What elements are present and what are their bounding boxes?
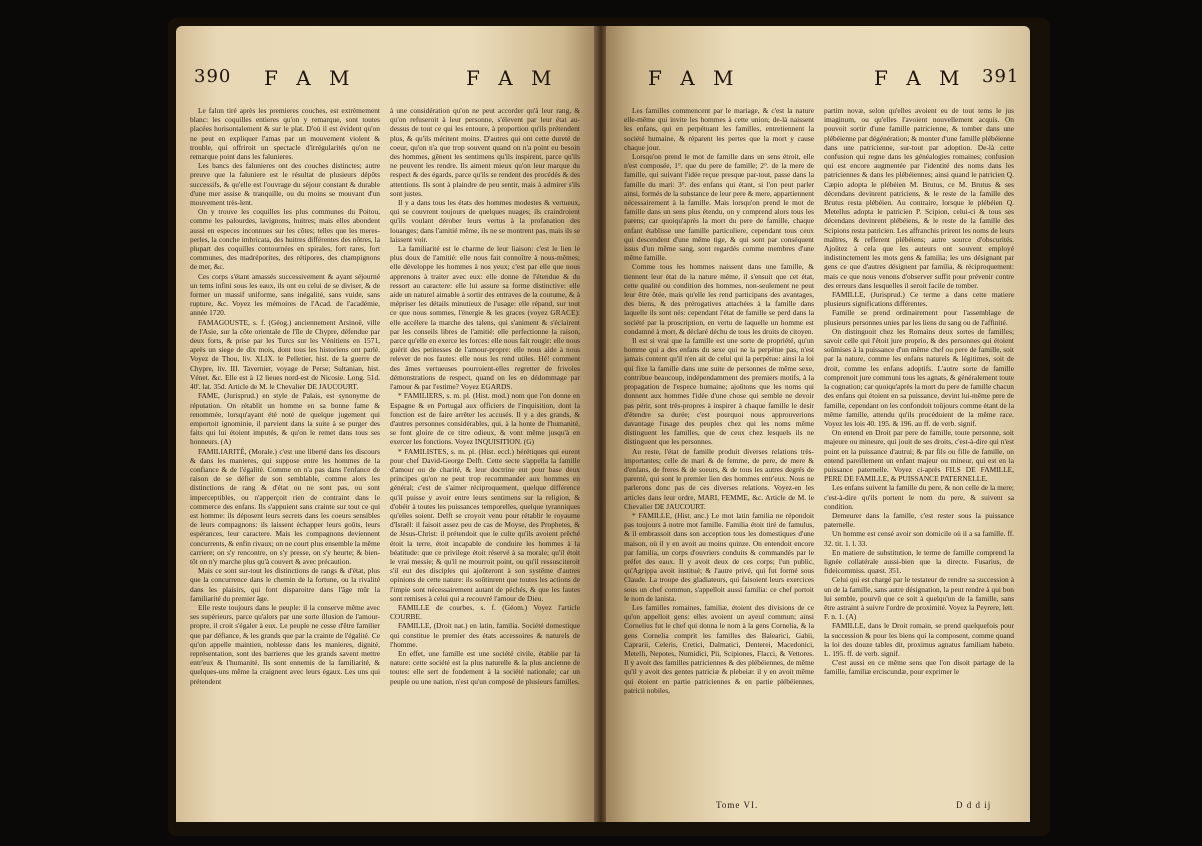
paragraph: FAME, (Jurisprud.) en style de Palais, est synonyme de réputation. On rétablit un homme en sa bonne fame & renommée, lorsqu'ayant été noté de quelque jugement qui emportoit ignominie, il parvient dans la suite à se purger des faits qui lui étoient imputés, & qu'on le remet dans tous ses honneurs. (A) [190, 391, 380, 447]
paragraph: On distinguoit chez les Romains deux sortes de familles; savoir celle qui l'étoit jure proprio, & des personnes qui étoient soûmises à la puissance d'un même chef ou pere de famille, soit par la nature, comme les enfans naturels & légitimes, soit de droit, comme les enfans adoptifs. L'autre sorte de famille comprenoit jure communi tous les agnats, & généralement toute la cognation; car quoiqu'après la mort du pere de famille chacun des enfans qui étoient en sa puissance, devint lui-même pere de famille, cependant on les confondoit toûjours comme étant de la même famille, attendu qu'ils procédoient de la même race. Voyez les lois 40. 195. & 196. au ff. de verb. signif. [824, 326, 1014, 428]
left-column-1 [190, 106, 380, 822]
right-page-number: 391 [982, 66, 1020, 87]
left-running-head [194, 66, 578, 96]
paragraph: FAMILLE, dans le Droit romain, se prend quelquefois pour la succession & pour les biens qui la composent, comme quand la loi des douze tables dit, proximus agnatus familiam habeto. L. 195. ff. de verb. signif. [824, 621, 1014, 658]
right-header-word-2: F A M [874, 66, 966, 90]
paragraph: On entend en Droit par pere de famille, toute personne, soit majeure ou mineure, qui jouit de ses droits, c'est-à-dire qui n'est point en la puissance d'autrui; & par fils ou fille de famille, on entend pareillement un enfant majeur ou mineur, qui est en la puissance paternelle. Voyez ci-après FILS DE FAMILLE, PERE DE FAMILLE, & PUISSANCE PATERNELLE. [824, 428, 1014, 484]
paragraph: La familiarité est le charme de leur liaison: c'est le lien le plus doux de l'amitié: elle nous fait connoître à nous-mêmes; elle développe les hommes à nos yeux; c'est par elle que nous apprenons à traiter avec eux: elle donne de l'étendue & du ressort au caractere: elle lui assure sa forme distinctive: elle aide un naturel aimable à sortir des entraves de la coutume, & à mépriser les détails minutieux de l'usage: elle répand, sur tout ce que nous sommes, l'énergie & les graces (voyez GRACE): elle accélere la marche des talens, qui s'animent & s'éclairent par les conseils libres de l'amitié: elle perfectionne la raison, parce qu'elle en exerce les forces: elle nous fait rougir: elle nous guérit des petitesses de l'amour-propre: elle nous aide à nous relever de nos fautes: elle nous les rend utiles. Hé! comment des âmes vertueuses pourroient-elles regretter de frivoles démonstrations de respect, quand on les en dédommage par l'amour & par l'estime? Voyez EGARDS. [390, 244, 580, 392]
paragraph: * FAMILLE, (Hist. anc.) Le mot latin familia ne répondoit pas toujours à notre mot famille. Familia étoit tiré de famulus, & il embrassoit dans son acception tous les domestiques d'une maison, où il y en avoit au moins quinze. On entendoit encore par familia, un corps d'ouvriers conduits & commandés par le préfet des eaux. Il y avoit deux de ces corps; l'un public, qu'Agrippa avoit institué; & l'autre privé, qui fut formé sous Claude. La troupe des gladiateurs, qui faisoient leurs exercices sous un chef commun, s'appelloit aussi familia: ce chef portoit le nom de lanista. [624, 510, 814, 603]
right-running-head [628, 66, 1020, 96]
paragraph: Lorsqu'on prend le mot de famille dans un sens étroit, elle n'est composée, 1°. que du pere de famille; 2°. de la mere de famille, qui suivant l'idée reçue presque par-tout, passe dans la famille du mari: 3°. des enfans qui étant, si l'on peut parler ainsi, formés de la substance de leur pere & mere, appartiennent nécessairement à la famille. Mais lorsqu'on prend le mot de famille dans un sens plus étendu, on y comprend alors tous les parens; car quoiqu'après la mort du pere de famille, chaque enfant établisse une famille particuliere, cependant tous ceux qui descendent d'une même tige, & qui sont par conséquent issus d'un même sang, sont regardés comme membres d'une même famille. [624, 152, 814, 263]
left-page [176, 26, 596, 822]
paragraph: FAMAGOUSTE, s. f. (Géog.) anciennement Arsinoë, ville de l'Asie, sur la côte orientale de l'île de Chypre, défendue par deux forts, & prise par les Turcs sur les Vénitiens en 1571, après un siege de dix mois, dont tous les historiens ont parlé. Voyez de Thou, liv. XLIX. le Pelletier, hist. de la guerre de Chypre, liv. III. Tavernier, voyage de Perse; Sultanian, hist. Vénet. &c. Elle est à 12 lieues nord-est de Nicosie. Long. 51d. 40'. lat. 35d. Article de M. le Chevalier DE JAUCOURT. [190, 317, 380, 392]
right-header-word-1: F A M [648, 66, 740, 90]
paragraph: à une considération qu'on ne peut accorder qu'à leur rang, & qu'on refuseroit à leur personne, s'élevent par leur état au-dessus de tout ce qui les entoure, à proportion qu'ils prétendent plus, & qu'ils méritent moins. D'autres qui ont cette dureté de coeur, qu'on n'a que trop souvent quand on n'a point eu besoin des hommes, gênent les sentimens qu'ils inspirent, parce qu'ils ne peuvent les rendre. Ils aiment mieux qu'on leur marque du respect & des égards, parce qu'ils se rendent des procédés & des attentions. Ils sont à plaindre de peu sentir, mais à admirer s'ils sont justes. [390, 106, 580, 198]
paragraph: Demeurer dans la famille, c'est rester sous la puissance paternelle. [824, 510, 1014, 530]
paragraph: Celui qui est chargé par le testateur de rendre sa succession à un de la famille, sans autre désignation, la peut rendre à qui bon lui semble, pourvû que ce soit à quelqu'un de la famille, sans être astraint à suivre l'ordre de proximité. Voyez la Peyrere, lett. F. n. 1. (A) [824, 575, 1014, 622]
paragraph: Les enfans suivent la famille du pere, & non celle de la mere; c'est-à-dire qu'ils portent le nom du pere, & suivent sa condition. [824, 483, 1014, 511]
paragraph: Elle reste toujours dans le peuple: il la conserve même avec ses supérieurs, parce qu'alors par une sorte illusion de l'amour-propre, il croit s'égaler à eux. Le peuple ne cesse d'être familier que par défiance, & les grands que par la crainte de l'égalité. Ce qu'on appelle maintien, noblesse dans les manieres, dignité, représentation, sont des barrieres que les grands savent mettre entr'eux & l'humanité. Ils sont ennemis de la familiarité, & quelques-uns même la craignent avec leurs égaux. Les uns qui prétendent [190, 602, 380, 686]
paragraph: En effet, une famille est une société civile, établie par la nature: cette société est la plus naturelle & la plus ancienne de toutes: elle sert de fondement à la société nationale; car un peuple ou une nation, n'est qu'un composé de plusieurs familles. [390, 648, 580, 686]
left-header-word-2: F A M [466, 66, 558, 90]
paragraph: partim novæ, selon qu'elles avoient eu de tout tems le jus imaginum, ou qu'elles l'avoient nouvellement acquis. On pouvoit sortir d'une famille patricienne, & tomber dans une plébéienne par dégénération; & monter d'une famille plébéienne dans une patricienne, sur-tout par adoption. De-là cette confusion qui regne dans les généalogies romaines; confusion qui est encore augmentée par l'identité des noms dans les patriciennes & dans les plébéiennes; ainsi quand le patricien Q. Cæpio adopta le plébéien M. Brutus, ce M. Brutus & ses décendans devinrent patriciens, & le reste de la famille des Brutus resta plébéien. Au contraire, lorsque le plébéien Q. Metellus adopta le patricien P. Scipion, celui-ci & tous ses décendans devinrent plébéiens, & le reste de la famille des Scipions resta patricien. Les affranchis prirent les noms de leurs maîtres, & reflerent plébéiens; autre source d'obscurités. Ajoûtez à cela que les auteurs ont souvent employé indistinctement les mots gens & familia; les uns désignant par gens ce que d'autres désignent par familia, & réciproquement: mais ce que nous venons d'observer suffit pour prévenir contre des erreurs dans lesquelles il seroit facile de tomber. [824, 106, 1014, 290]
paragraph: Au reste, l'état de famille produit diverses relations très-importantes; celle de mari & de femme, de pere, de mere & d'enfans, de freres & de soeurs, & de tous les autres degrés de parenté, qui sont le premier lien des hommes entr'eux. Nous ne parlerons donc pas de ces diverses relations. Voyez-en les articles dans leur ordre, MARI, FEMME, &c. Article de M. le Chevalier DE JAUCOURT. [624, 446, 814, 511]
paragraph: FAMILLE de courbes, s. f. (Géom.) Voyez l'article COURBE. [390, 602, 580, 622]
paragraph: Les familles commencent par le mariage, & c'est la nature elle-même qui invite les hommes à cette union; de-là naissent les enfans, qui en perpétuant les familles, entretiennent la société humaine, & réparent les pertes que la mort y cause chaque jour. [624, 106, 814, 152]
paragraph: Un homme est censé avoir son domicile où il a sa famille. ff. 32. tit. 1. l. 33. [824, 529, 1014, 548]
right-column-2 [824, 106, 1014, 806]
paragraph: Il est si vrai que la famille est une sorte de propriété, qu'un homme qui a des enfans du sexe qui ne la perpétue pas, n'est jamais content qu'il n'en ait de celui qui la perpétue: ainsi la loi qui fixe la famille dans une suite de personnes de même sexe, contribue beaucoup, indépendamment des premiers motifs, à la propagation de l'espece humaine; ajoûtons que les noms qui donnent aux hommes l'idée d'une chose qui semble ne devoir pas périr, sont très-propres à inspirer à chaque famille le desir d'étendre sa durée; c'est pourquoi nous approuverions davantage l'usage des peuples chez qui les noms même distinguent les familles, que de ceux chez lesquels ils ne distinguent que les personnes. [624, 336, 814, 447]
left-header-word-1: F A M [264, 66, 356, 90]
paragraph: Il y a dans tous les états des hommes modestes & vertueux, qui se couvrent toujours de quelques nuages; ils craindroient qu'ils voulant dérober leurs vertus à la profanation des louanges; dans l'amitié même, ils ne se montrent pas, mais ils se laissent voir. [390, 198, 580, 244]
paragraph: Les bancs des falunieres ont des couches distinctes; autre preuve que la faluniere est le résultat de plusieurs dépôts successifs, & qu'elle est l'ouvrage du séjour constant & durable d'une mer assise & tranquille, ou du moins se mouvant d'un mouvement très-lent. [190, 161, 380, 208]
paragraph: * FAMILISTES, s. m. pl. (Hist. eccl.) hérétiques qui eurent pour chef David-George Delft. Cette secte s'appella la famille d'amour ou de charité, & leur doctrine eut pour base deux principes qu'on ne peut trop recommander aux hommes en général; c'est de s'aimer réciproquement, quelque différence qu'il puisse y avoir entre leurs sentimens sur la religion, & d'obéir à toutes les puissances temporelles, quelque tyranniques qu'elles soient. Delft se croyoit venu pour rétablir le royaume d'Israël: il faisoit assez peu de cas de Moyse, des Prophetes, & de Jésus-Christ: il prétendoit que le culte qu'ils avoient prêché étoit la terre, étoit incapable de conduire les hommes à la béatitude: que ce privilege étoit réservé à sa morale; qu'il étoit le vrai messie; & qu'il ne mourroit point, ou qu'il ressusciteroit s'il eut des disciples qui ajoûteront à son systême d'autres opinions de cette nature: ils soûtinrent que toutes les actions de l'impie sont nécessairement autant de péchés, & que les fautes sont remises à celui qui a recouvré l'amour de Dieu. [390, 446, 580, 603]
right-page [606, 26, 1030, 822]
paragraph: Mais ce sont sur-tout les distinctions de rangs & d'état, plus que la concurrence dans le chemin de la fortune, ou la rivalité dans les plaisirs, qui font disparoitre dans l'âge mûr la familiarité du premier âge. [190, 566, 380, 603]
right-column-1 [624, 106, 814, 806]
volume-footer: Tome VI. [716, 800, 759, 810]
paragraph: En matiere de substitution, le terme de famille comprend la lignée collatérale aussi-bien que la directe. Fusarius, de fideicommiss. quæst. 351. [824, 547, 1014, 576]
paragraph: On y trouve les coquilles les plus communes du Poitou, comme les palourdes, lavignons, huitres; mais elles abondent aussi en especes inconnues sur les côtes; telles que les meres-perles, la conche imbricata, des huitres différentes des nôtres, la plupart des coquilles contournées en spirales, fort rares, fort communes, des madréporites, des rétipores, des champignons de mer, &c. [190, 207, 380, 272]
paragraph: Comme tous les hommes naissent dans une famille, & tiennent leur état de la nature même, il s'ensuit que cet état, cette qualité ou condition des hommes, non-seulement ne peut leur être ôtée, mais qu'elle les rend participans des avantages, des biens, & des prérogatives attachées à la famille dans laquelle ils sont nés: cependant l'état de famille se perd dans la société par la proscription, en vertu de laquelle un homme est condamné à mort, & déclaré déchu de tous les droits de citoyen. [624, 262, 814, 336]
paragraph: FAMILLE, (Jurisprud.) Ce terme a dans cette matiere plusieurs significations différentes. [824, 290, 1014, 309]
paragraph: * FAMILIERS, s. m. pl. (Hist. mod.) nom que l'on donne en Espagne & en Portugal aux officiers de l'inquisition, dont la fonction est de faire arrêter les accusés. Il y a des grands, & d'autres personnes considérables, qui, à la honte de l'humanité, se font gloire de ce titre odieux, & vont même jusqu'à en exercer les fonctions. Voyez INQUISITION. (G) [390, 391, 580, 447]
paragraph: Famille se prend ordinairement pour l'assemblage de plusieurs personnes unies par les liens du sang ou de l'affinité. [824, 308, 1014, 327]
left-page-number: 390 [194, 66, 232, 87]
paragraph: Les familles romaines, familiæ, étoient des divisions de ce qu'on appelloit gens: elles avoient un ayeul commun; ainsi Cornelius fut le chef qui donna le nom à la gens Cornelia, & la gens Cornelia comprit les familles des Balearici, Gabii, Caprarii, Celeris, Cretici, Dalmatici, Denterei, Macedonici, Metelli, Nepotes, Numidici, Pii, Scipiones, Flacci, & Vettores. Il y avoit des familles patriciennes & des plébéiennes, de même qu'il y avoit des gentes patriciæ & plebeiæ: il y en avoit même qui étoient en partie patriciennes & en partie plébéiennes, patricii nobiles, [624, 602, 814, 695]
signature-mark: D d d ij [956, 800, 992, 810]
left-column-2 [390, 106, 580, 822]
paragraph: Le falun tiré après les premieres couches, est extrèmement blanc: les coquilles entieres qu'on y remarque, sont toutes placées horisontalement & sur le plat. D'où il est évident qu'on ne peut en expliquer l'amas par un mouvement violent & trouble, qui offriroit un spectacle d'irrégularités qu'on ne remarque point dans les falunieres. [190, 106, 380, 162]
paragraph: FAMILLE, (Droit nat.) en latin, familia. Société domestique qui constitue le premier des états accessoires & naturels de l'homme. [390, 621, 580, 649]
paragraph: C'est aussi en ce même sens que l'on disoit partage de la famille, familiæ erciscundæ, pour exprimer le [824, 658, 1014, 677]
paragraph: FAMILIARITÉ, (Morale.) c'est une liberté dans les discours & dans les manieres, qui suppose entre les hommes de la confiance & de l'égalité. Comme on n'a pas dans l'enfance de raison de se défier de son semblable, comme alors les distinctions de rang & d'état ou ne sont pas, ou sont imperceptibles, ou n'apperçoit rien de contraint dans le commerce des enfans. Ils s'appuient sans crainte sur tout ce qui est homme: ils déposent leurs secrets dans les coeurs sensibles de leurs compagnons: ils laissent échapper leurs goûts, leurs espérances, leur caractere. Mais les compagnons deviennent concurrents, & enfin rivaux; on ne court plus ensemble la même carriere; on s'y rencontre, on s'y presse, on s'y heurte; & bien-tôt on n'y marche plus qu'à couvert & avec précaution. [190, 446, 380, 566]
paragraph: Ces corps s'étant amassés successivement & ayant séjourné un tems infini sous les eaux, ils ont eu celui de se diviser, & de former un massif uniforme, sans inégalité, sans vuide, sans rupture, &c. Voyez les mémoires de l'Acad. de l'académie, année 1720. [190, 271, 380, 318]
